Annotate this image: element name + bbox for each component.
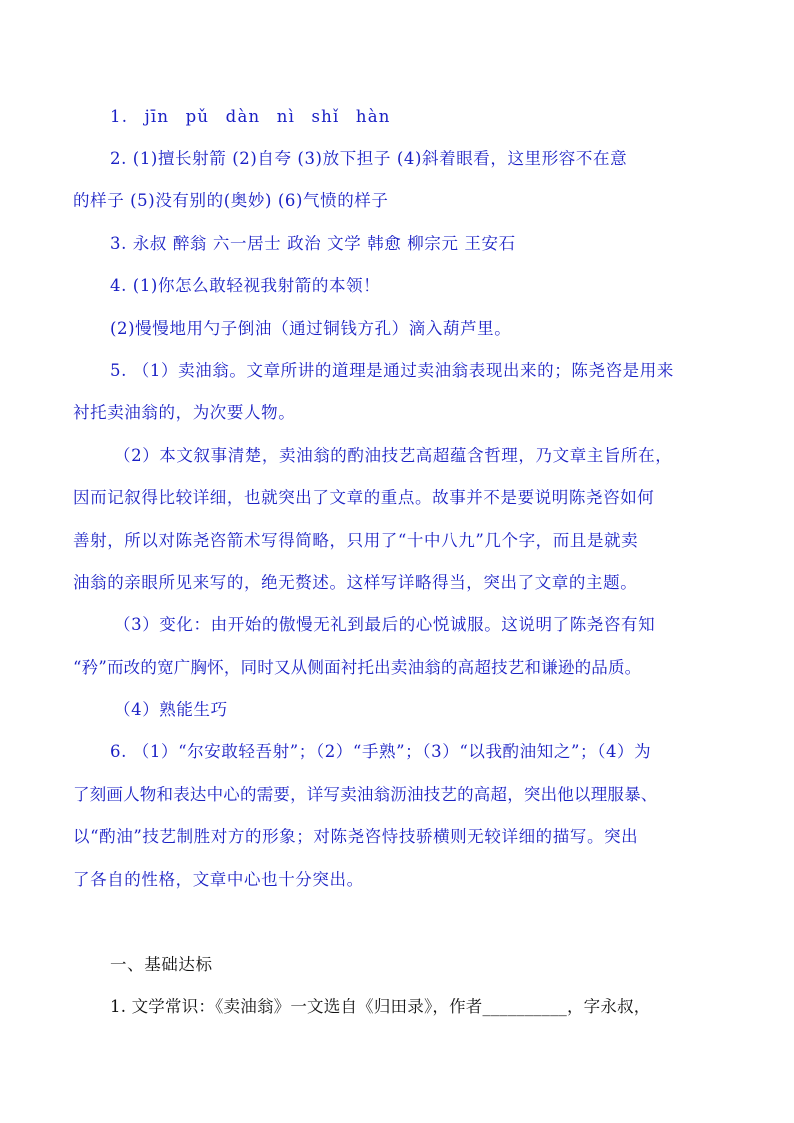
answer-5-2-line-1: （2）本文叙事清楚，卖油翁的酌油技艺高超蕴含哲理，乃文章主旨所在， [114, 446, 673, 465]
answer-1-pinyin: 1. jīn pǔ dàn nì shǐ hàn [110, 107, 391, 126]
answer-5-2-line-3: 善射，所以对陈尧咨箭术写得简略，只用了“十中八九”几个字，而且是就卖 [73, 531, 639, 550]
answer-2-line-2: 的样子 (5)没有别的(奥妙) (6)气愤的样子 [73, 191, 389, 210]
answer-6-line-2: 了刻画人物和表达中心的需要，详写卖油翁沥油技艺的高超，突出他以理服暴、 [73, 785, 658, 804]
question-1: 1. 文学常识：《卖油翁》一文选自《归田录》，作者__________，字永叔， [110, 997, 651, 1016]
answer-6-line-4: 了各自的性格，文章中心也十分突出。 [73, 870, 364, 889]
answer-5-2-line-4: 油翁的亲眼所见来写的，绝无赘述。这样写详略得当，突出了文章的主题。 [73, 573, 638, 592]
answer-5-3-line-2: “矜”而改的宽广胸怀，同时又从侧面衬托出卖油翁的高超技艺和谦逊的品质。 [73, 658, 642, 677]
answer-5-2-line-2: 因而记叙得比较详细，也就突出了文章的重点。故事并不是要说明陈尧咨如何 [73, 488, 655, 507]
answer-5-1-line-1: 5. （1）卖油翁。文章所讲的道理是通过卖油翁表现出来的；陈尧咨是用来 [110, 361, 674, 380]
section-heading: 一、基础达标 [110, 955, 213, 974]
answer-5-1-line-2: 衬托卖油翁的，为次要人物。 [73, 403, 296, 422]
answer-5-4: （4）熟能生巧 [114, 700, 228, 719]
answer-4-line-2: (2)慢慢地用勺子倒油（通过铜钱方孔）滴入葫芦里。 [110, 319, 512, 338]
answer-2-line-1: 2. (1)擅长射箭 (2)自夸 (3)放下担子 (4)斜着眼看，这里形容不在意 [110, 149, 628, 168]
answer-6-line-3: 以“酌油”技艺制胜对方的形象；对陈尧咨恃技骄横则无较详细的描写。突出 [73, 827, 639, 846]
answer-3: 3. 永叔 醉翁 六一居士 政治 文学 韩愈 柳宗元 王安石 [110, 234, 516, 253]
answer-4-line-1: 4. (1)你怎么敢轻视我射箭的本领！ [110, 276, 381, 295]
answer-5-3-line-1: （3）变化：由开始的傲慢无礼到最后的心悦诚服。这说明了陈尧咨有知 [114, 615, 656, 634]
answer-6-line-1: 6. （1）“尔安敢轻吾射”；（2）“手熟”；（3）“以我酌油知之”；（4）为 [110, 742, 652, 761]
